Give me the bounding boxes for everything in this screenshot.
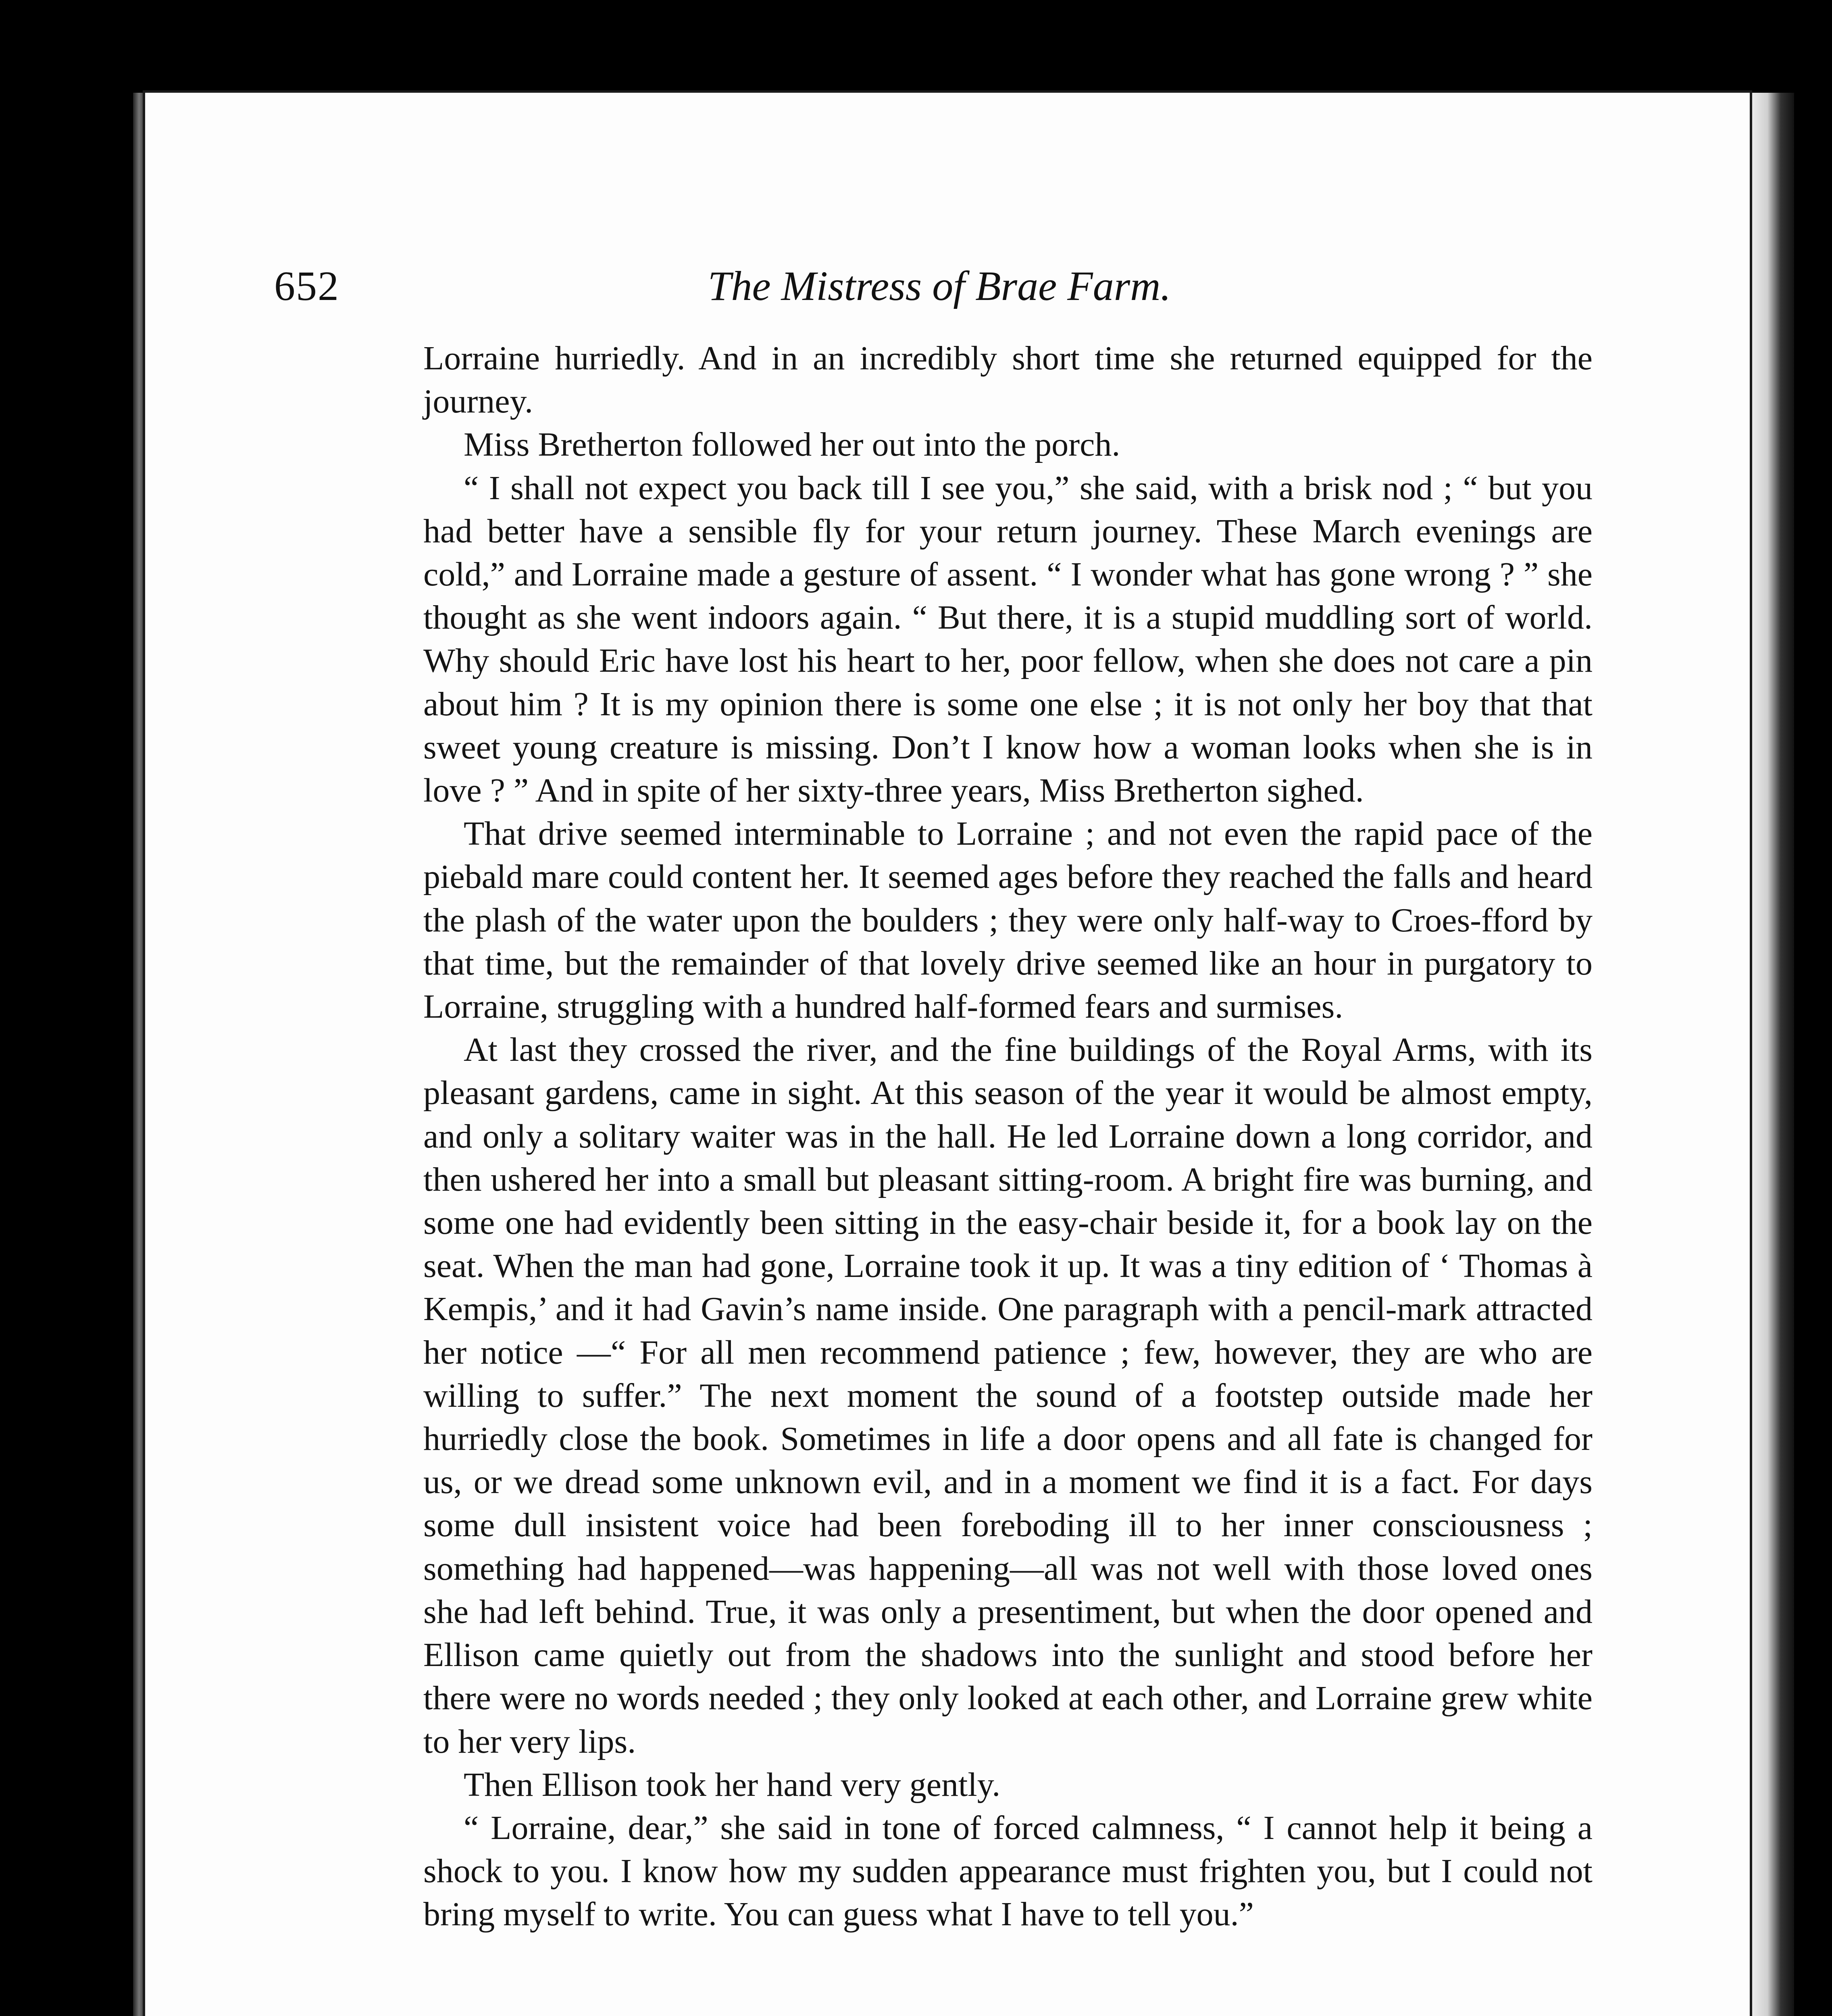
paragraph-7: “ Lorraine, dear,” she said in tone of forced calmness, “ I cannot help it being a shock to you. I know how my sudden appearance must frighten you, but I could not bring myself to write. You can guess what I have to tell you.” [423,1809,1593,1933]
paragraph-3: “ I shall not expect you back till I see you,” she said, with a brisk nod ; “ but you had better have a sensible fly for your return journey. These March evenings are cold,” and Lorraine made a gesture of assent. “ I wonder what has gone wrong ? ” she thought as she went indoors again. “ But there, it is a stupid muddling sort of world. Why should Eric have lost his heart to her, poor fellow, when she does not care a pin about him ? It is my opinion there is some one else ; it is not only her boy that that sweet young creature is missing. Don’t I know how a woman looks when she is in love ? ” And in spite of her sixty-three years, Miss Bretherton sighed. [423,469,1593,810]
page-edge-right [1750,93,1794,2016]
body-text [423,337,1593,1936]
page-header [274,258,1605,314]
running-title: The Mistress of Brae Farm. [708,263,1171,309]
page-edge-left [133,93,145,2016]
paragraph-6: Then Ellison took her hand very gently. [464,1766,1001,1804]
paragraph-5: At last they crossed the river, and the fine buildings of the Royal Arms, with its pleasant gardens, came in sight. At this season of the year it would be almost empty, and only a solitary waiter was in the hall. He led Lorraine down a long corridor, and then ushered her into a small but pleasant sitting-room. A bright fire was burning, and some one had evidently been sitting in the easy-chair beside it, for a book lay on the seat. When the man had gone, Lorraine took it up. It was a tiny edition of ‘ Thomas à Kempis,’ and it had Gavin’s name inside. One paragraph with a pencil-mark attracted her notice —“ For all men recommend patience ; few, however, they are who are willing to suffer.” The next moment the sound of a footstep outside made her hurriedly close the book. Sometimes in life a door opens and all fate is changed for us, or we dread some unknown evil, and in a moment we find it is a fact. For days some dull insistent voice had been foreboding ill to her inner consciousness ; something had happened—was happening—all was not well with those loved ones she had left behind. True, it was only a presentiment, but when the door opened and Ellison came quietly out from the shadows into the sunlight and stood before her there were no words needed ; they only looked at each other, and Lorraine grew white to her very lips. [423,1031,1593,1760]
paragraph-1: Lorraine hurriedly. And in an incredibly short time she returned equipped for the journey. [423,339,1593,421]
paragraph-4: That drive seemed interminable to Lorraine ; and not even the rapid pace of the piebald mare could content her. It seemed ages before they reached the falls and heard the plash of the water upon the boulders ; they were only half-way to Croes-fford by that time, but the remainder of that lovely drive seemed like an hour in purgatory to Lorraine, struggling with a hundred half-formed fears and surmises. [423,815,1593,1026]
paragraph-2: Miss Bretherton followed her out into the porch. [464,426,1120,464]
page-number: 652 [274,263,339,309]
